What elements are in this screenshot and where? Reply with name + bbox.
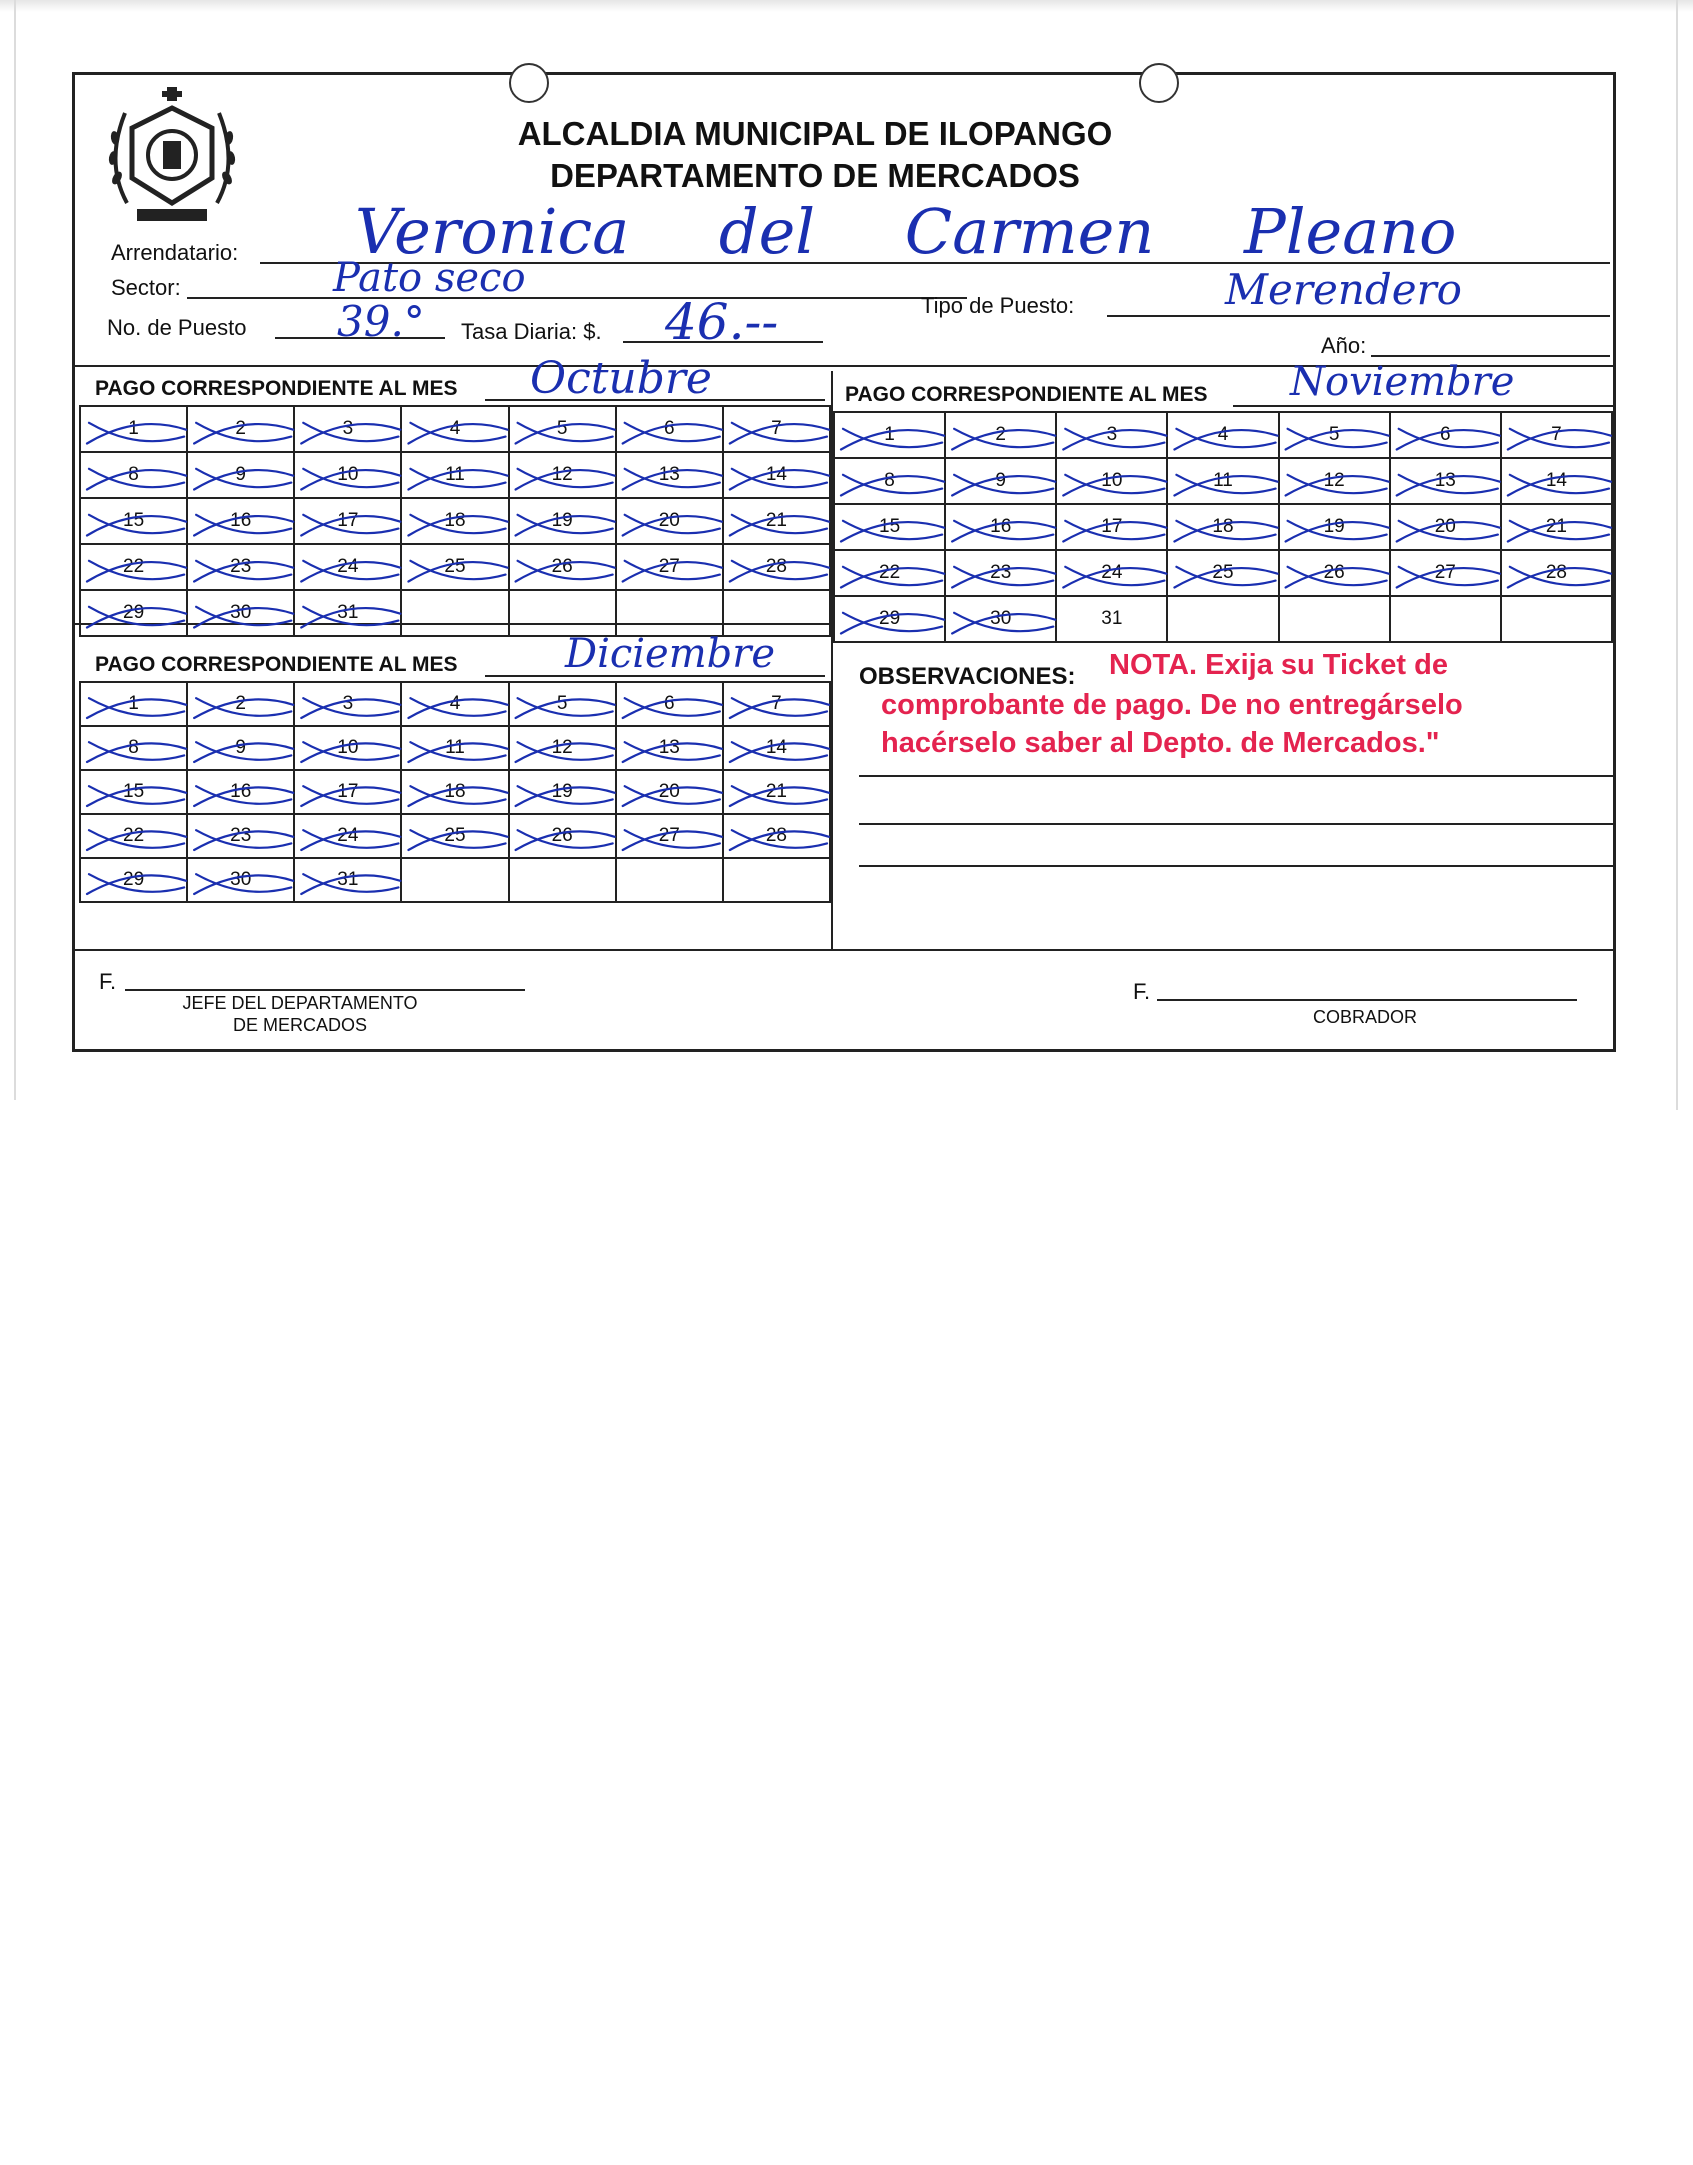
day-cell[interactable]: 2 xyxy=(945,412,1056,458)
tasa-value[interactable]: 46.-- xyxy=(665,293,779,351)
day-cell[interactable]: 17 xyxy=(1056,504,1167,550)
days-row xyxy=(80,406,830,452)
signature-right-title: COBRADOR xyxy=(1312,1007,1417,1027)
day-cell[interactable]: 5 xyxy=(1279,412,1390,458)
day-cell[interactable]: 27 xyxy=(616,544,723,590)
day-cell[interactable]: 13 xyxy=(1390,458,1501,504)
note-line-3: hacérselo saber al Depto. de Mercados." xyxy=(881,727,1440,759)
day-cell[interactable]: 27 xyxy=(1390,550,1501,596)
day-cell[interactable]: 27 xyxy=(616,814,723,858)
paper-edge-left xyxy=(14,0,16,1100)
anio-label: Año: xyxy=(1321,333,1367,358)
day-cell-empty xyxy=(1167,596,1278,642)
day-cell[interactable]: 26 xyxy=(509,544,616,590)
day-cell[interactable]: 25 xyxy=(401,544,508,590)
day-cell[interactable]: 30 xyxy=(187,590,294,636)
day-cell[interactable]: 23 xyxy=(187,814,294,858)
day-cell[interactable]: 3 xyxy=(294,406,401,452)
sector-label: Sector: xyxy=(111,275,181,300)
day-cell-empty xyxy=(1279,596,1390,642)
day-cell[interactable]: 28 xyxy=(723,544,830,590)
day-cell[interactable]: 23 xyxy=(187,544,294,590)
day-cell[interactable]: 2 xyxy=(187,682,294,726)
day-cell[interactable]: 17 xyxy=(294,498,401,544)
day-cell[interactable]: 25 xyxy=(1167,550,1278,596)
day-cell[interactable]: 10 xyxy=(294,726,401,770)
day-cell[interactable]: 4 xyxy=(1167,412,1278,458)
sector-value[interactable]: Pato seco xyxy=(333,255,526,301)
days-row xyxy=(80,682,830,726)
month-value-november[interactable]: Noviembre xyxy=(1290,359,1515,405)
observaciones-line-1[interactable] xyxy=(859,775,1613,777)
note-line-1: NOTA. Exija su Ticket de xyxy=(1109,649,1448,681)
anio-line xyxy=(1371,355,1610,357)
day-cell[interactable]: 30 xyxy=(945,596,1056,642)
signature-top-line xyxy=(75,949,1613,951)
day-cell[interactable]: 9 xyxy=(187,726,294,770)
day-cell[interactable]: 3 xyxy=(294,682,401,726)
days-row xyxy=(80,498,830,544)
day-cell-empty xyxy=(1390,596,1501,642)
day-cell[interactable]: 29 xyxy=(80,590,187,636)
day-cell[interactable]: 13 xyxy=(616,726,723,770)
day-cell[interactable]: 10 xyxy=(1056,458,1167,504)
header-subtitle: DEPARTAMENTO DE MERCADOS xyxy=(550,157,1080,194)
day-cell-empty xyxy=(1501,596,1612,642)
days-row xyxy=(834,550,1612,596)
day-cell[interactable]: 19 xyxy=(509,498,616,544)
day-cell[interactable]: 10 xyxy=(294,452,401,498)
day-cell[interactable]: 14 xyxy=(723,452,830,498)
day-cell[interactable]: 9 xyxy=(187,452,294,498)
november-days-grid xyxy=(833,411,1613,643)
day-cell[interactable]: 21 xyxy=(1501,504,1612,550)
day-cell[interactable]: 28 xyxy=(1501,550,1612,596)
days-row xyxy=(834,596,1612,642)
day-cell[interactable]: 16 xyxy=(187,498,294,544)
day-cell[interactable]: 4 xyxy=(401,406,508,452)
day-cell[interactable]: 11 xyxy=(401,452,508,498)
month-label-october: PAGO CORRESPONDIENTE AL MES xyxy=(95,377,458,400)
day-cell[interactable]: 21 xyxy=(723,498,830,544)
receipt-card xyxy=(72,72,1616,1052)
day-cell[interactable]: 31 xyxy=(1056,596,1167,642)
day-cell[interactable]: 13 xyxy=(616,452,723,498)
days-row xyxy=(834,458,1612,504)
day-cell[interactable]: 12 xyxy=(509,452,616,498)
days-row xyxy=(80,770,830,814)
note-line-2: comprobante de pago. De no entregárselo xyxy=(881,689,1463,721)
day-cell[interactable]: 12 xyxy=(509,726,616,770)
days-row xyxy=(80,726,830,770)
day-cell[interactable]: 7 xyxy=(723,682,830,726)
day-cell[interactable]: 8 xyxy=(80,726,187,770)
punch-hole-right xyxy=(1139,63,1179,103)
municipal-seal-logo xyxy=(97,83,247,233)
day-cell[interactable]: 16 xyxy=(945,504,1056,550)
day-cell[interactable]: 26 xyxy=(509,814,616,858)
day-cell[interactable]: 17 xyxy=(294,770,401,814)
puesto-label: No. de Puesto xyxy=(107,315,247,340)
days-row xyxy=(80,858,830,902)
days-row xyxy=(834,504,1612,550)
month-label-november: PAGO CORRESPONDIENTE AL MES xyxy=(845,383,1208,406)
observaciones-line-3[interactable] xyxy=(859,865,1613,867)
day-cell[interactable]: 1 xyxy=(80,406,187,452)
signature-right-prefix: F. xyxy=(1133,979,1151,1004)
day-cell[interactable]: 24 xyxy=(1056,550,1167,596)
day-cell[interactable]: 1 xyxy=(834,412,945,458)
signature-right-line[interactable] xyxy=(1157,999,1577,1001)
day-cell[interactable]: 21 xyxy=(723,770,830,814)
day-cell[interactable]: 29 xyxy=(834,596,945,642)
tipo-puesto-line xyxy=(1107,315,1610,317)
day-cell-empty xyxy=(616,590,723,636)
day-cell-empty xyxy=(616,858,723,902)
day-cell[interactable]: 8 xyxy=(834,458,945,504)
day-cell[interactable]: 4 xyxy=(401,682,508,726)
day-cell[interactable]: 14 xyxy=(723,726,830,770)
day-cell[interactable]: 24 xyxy=(294,814,401,858)
day-cell[interactable]: 1 xyxy=(80,682,187,726)
days-row xyxy=(80,452,830,498)
day-cell[interactable]: 3 xyxy=(1056,412,1167,458)
day-cell[interactable]: 19 xyxy=(1279,504,1390,550)
day-cell-empty xyxy=(723,858,830,902)
day-cell-empty xyxy=(401,858,508,902)
day-cell[interactable]: 25 xyxy=(401,814,508,858)
day-cell[interactable]: 7 xyxy=(1501,412,1612,458)
day-cell[interactable]: 5 xyxy=(509,682,616,726)
day-cell[interactable]: 22 xyxy=(834,550,945,596)
punch-hole-left xyxy=(509,63,549,103)
day-cell[interactable]: 12 xyxy=(1279,458,1390,504)
month-label-december: PAGO CORRESPONDIENTE AL MES xyxy=(95,653,458,676)
day-cell-empty xyxy=(509,590,616,636)
day-cell-empty xyxy=(723,590,830,636)
tipo-puesto-value[interactable]: Merendero xyxy=(1225,265,1462,314)
day-cell[interactable]: 20 xyxy=(616,770,723,814)
day-cell[interactable]: 14 xyxy=(1501,458,1612,504)
month-value-october[interactable]: Octubre xyxy=(530,353,712,404)
day-cell[interactable]: 23 xyxy=(945,550,1056,596)
day-cell[interactable]: 26 xyxy=(1279,550,1390,596)
day-cell[interactable]: 11 xyxy=(1167,458,1278,504)
signature-left-title-1: JEFE DEL DEPARTAMENTO xyxy=(182,993,418,1013)
header-title: ALCALDIA MUNICIPAL DE ILOPANGO xyxy=(517,115,1113,152)
day-cell[interactable]: 16 xyxy=(187,770,294,814)
paper-edge-right xyxy=(1676,0,1678,1110)
day-cell[interactable]: 18 xyxy=(401,770,508,814)
tasa-label: Tasa Diaria: $. xyxy=(461,319,602,344)
day-cell[interactable]: 7 xyxy=(723,406,830,452)
day-cell[interactable]: 29 xyxy=(80,858,187,902)
day-cell[interactable]: 15 xyxy=(80,498,187,544)
days-row xyxy=(80,544,830,590)
puesto-value[interactable]: 39.° xyxy=(337,297,425,346)
day-cell[interactable]: 19 xyxy=(509,770,616,814)
day-cell[interactable]: 15 xyxy=(80,770,187,814)
day-cell[interactable]: 15 xyxy=(834,504,945,550)
november-line xyxy=(1233,405,1613,407)
signature-left-prefix: F. xyxy=(99,969,117,994)
day-cell[interactable]: 2 xyxy=(187,406,294,452)
day-cell[interactable]: 28 xyxy=(723,814,830,858)
signature-left-title-2: DE MERCADOS xyxy=(232,1015,367,1035)
day-cell[interactable]: 24 xyxy=(294,544,401,590)
day-cell[interactable]: 18 xyxy=(1167,504,1278,550)
day-cell[interactable]: 6 xyxy=(1390,412,1501,458)
day-cell[interactable]: 22 xyxy=(80,814,187,858)
arrendatario-label: Arrendatario: xyxy=(111,240,239,265)
days-row xyxy=(80,814,830,858)
day-cell[interactable]: 31 xyxy=(294,858,401,902)
observaciones-line-2[interactable] xyxy=(859,823,1613,825)
day-cell[interactable]: 20 xyxy=(616,498,723,544)
signature-left-line[interactable] xyxy=(125,989,525,991)
observaciones-label: OBSERVACIONES: xyxy=(859,663,1076,690)
tipo-puesto-label: Tipo de Puesto: xyxy=(921,293,1075,318)
day-cell[interactable]: 6 xyxy=(616,682,723,726)
day-cell[interactable]: 11 xyxy=(401,726,508,770)
day-cell[interactable]: 5 xyxy=(509,406,616,452)
day-cell[interactable]: 30 xyxy=(187,858,294,902)
scan-top-edge xyxy=(0,0,1693,12)
arrendatario-value[interactable]: Veronica del Carmen Pleano xyxy=(355,195,1457,268)
day-cell-empty xyxy=(509,858,616,902)
day-cell[interactable]: 9 xyxy=(945,458,1056,504)
october-days-grid xyxy=(79,405,831,637)
december-days-grid xyxy=(79,681,831,903)
days-row xyxy=(80,590,830,636)
sector-line xyxy=(187,297,967,299)
day-cell[interactable]: 6 xyxy=(616,406,723,452)
day-cell[interactable]: 31 xyxy=(294,590,401,636)
day-cell[interactable]: 8 xyxy=(80,452,187,498)
day-cell[interactable]: 20 xyxy=(1390,504,1501,550)
days-row xyxy=(834,412,1612,458)
day-cell[interactable]: 22 xyxy=(80,544,187,590)
day-cell-empty xyxy=(401,590,508,636)
day-cell[interactable]: 18 xyxy=(401,498,508,544)
month-value-december[interactable]: Diciembre xyxy=(565,631,776,677)
